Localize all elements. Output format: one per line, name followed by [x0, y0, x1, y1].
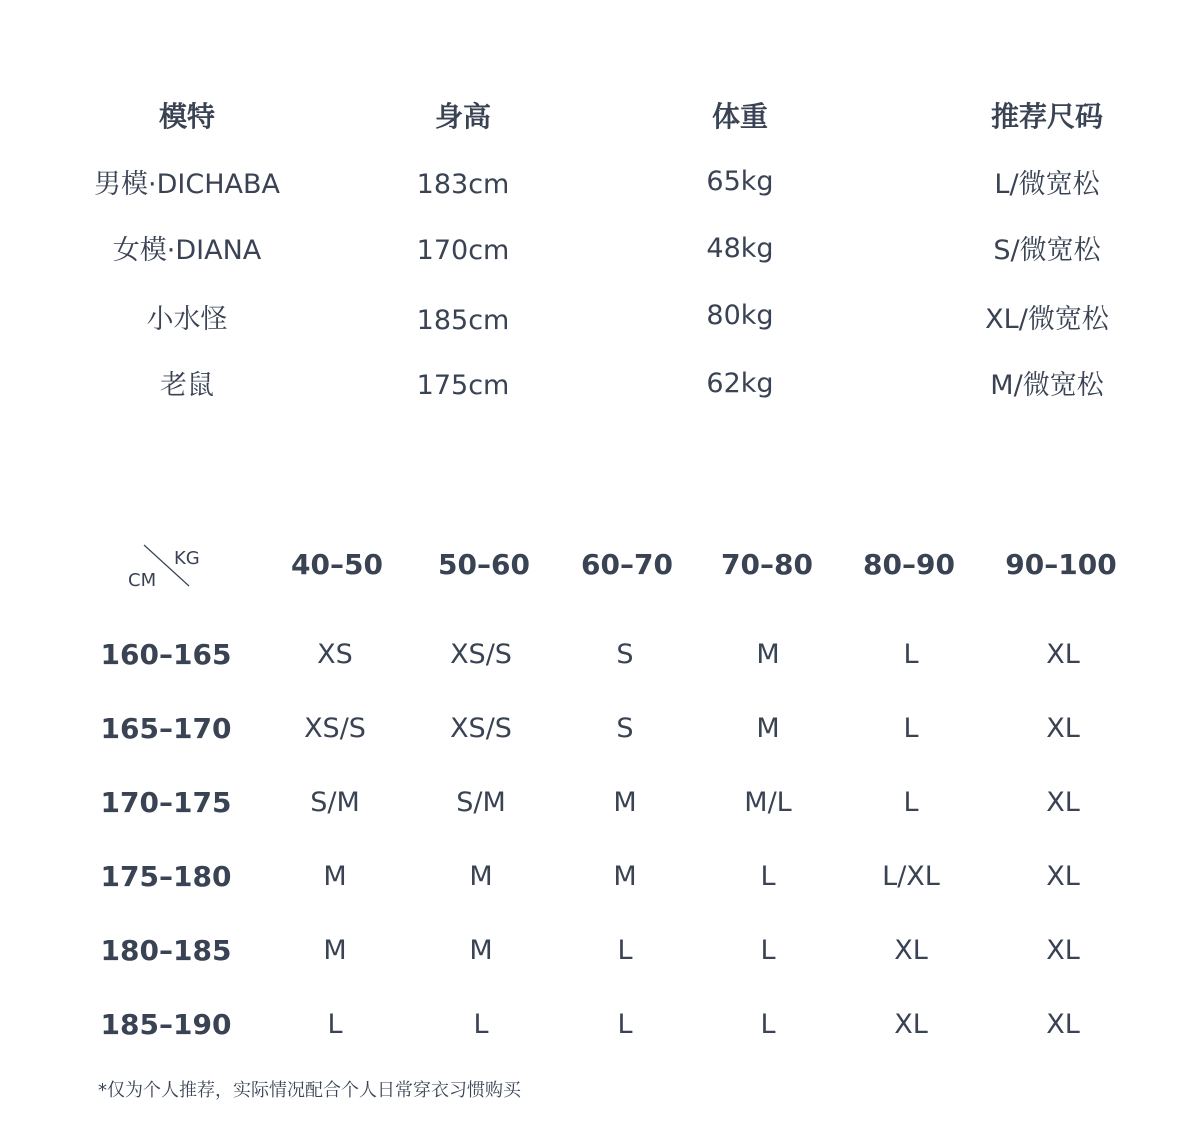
size-cell: XL — [1046, 935, 1080, 966]
size-cell: M — [613, 861, 637, 892]
size-cell: XS/S — [450, 639, 512, 670]
size-cell: XL — [1046, 861, 1080, 892]
size-cell: M — [756, 639, 780, 670]
model-name: 女模·DIANA — [112, 235, 262, 266]
model-weight: 62kg — [706, 368, 774, 399]
header-weight: 体重 — [711, 100, 769, 133]
header-height: 身高 — [434, 100, 492, 133]
size-cell: M — [613, 787, 637, 818]
size-cell: L — [473, 1009, 489, 1040]
size-cell: L — [617, 1009, 633, 1040]
size-cell: M — [323, 935, 347, 966]
size-cell: S/M — [456, 787, 506, 818]
height-axis-label: CM — [128, 570, 157, 591]
model-size: L/微宽松 — [994, 169, 1100, 200]
size-cell: L/XL — [882, 861, 940, 892]
weight-column-header: 50–60 — [438, 548, 530, 581]
size-cell: M — [323, 861, 347, 892]
model-weight: 80kg — [706, 300, 774, 331]
size-cell: S — [616, 639, 634, 670]
size-cell: L — [617, 935, 633, 966]
size-cell: L — [760, 1009, 776, 1040]
model-size: XL/微宽松 — [985, 304, 1109, 335]
model-size: S/微宽松 — [993, 235, 1101, 266]
size-cell: XL — [1046, 639, 1080, 670]
model-weight: 48kg — [706, 233, 774, 264]
size-cell: S — [616, 713, 634, 744]
size-cell: L — [903, 787, 919, 818]
weight-column-header: 90–100 — [1005, 548, 1117, 581]
size-cell: M — [469, 861, 493, 892]
size-cell: M/L — [744, 787, 792, 818]
size-cell: L — [760, 861, 776, 892]
size-cell: XL — [1046, 787, 1080, 818]
header-recommended-size: 推荐尺码 — [990, 100, 1104, 133]
size-cell: XS/S — [450, 713, 512, 744]
footnote: *仅为个人推荐，实际情况配合个人日常穿衣习惯购买 — [98, 1080, 521, 1101]
size-cell: XS — [317, 639, 353, 670]
model-height: 185cm — [416, 305, 510, 336]
height-row-header: 160–165 — [100, 638, 232, 671]
size-cell: L — [903, 713, 919, 744]
height-row-header: 175–180 — [100, 860, 232, 893]
height-row-header: 185–190 — [100, 1008, 232, 1041]
model-height: 175cm — [416, 370, 510, 401]
corner-axis-label — [126, 542, 212, 592]
height-row-header: 170–175 — [100, 786, 232, 819]
weight-column-header: 40–50 — [291, 548, 383, 581]
model-name: 男模·DICHABA — [94, 169, 280, 200]
size-cell: L — [903, 639, 919, 670]
size-cell: M — [469, 935, 493, 966]
model-name: 小水怪 — [146, 304, 228, 335]
height-row-header: 180–185 — [100, 934, 232, 967]
model-size: M/微宽松 — [990, 370, 1104, 401]
height-row-header: 165–170 — [100, 712, 232, 745]
model-weight: 65kg — [706, 166, 774, 197]
size-cell: S/M — [310, 787, 360, 818]
header-model: 模特 — [158, 100, 216, 133]
weight-column-header: 60–70 — [581, 548, 673, 581]
size-cell: XL — [894, 1009, 928, 1040]
weight-axis-label: KG — [174, 548, 200, 569]
weight-column-header: 80–90 — [863, 548, 955, 581]
size-cell: XL — [1046, 1009, 1080, 1040]
model-name: 老鼠 — [160, 370, 214, 401]
size-cell: XL — [894, 935, 928, 966]
size-cell: L — [760, 935, 776, 966]
size-cell: M — [756, 713, 780, 744]
size-cell: XL — [1046, 713, 1080, 744]
size-cell: XS/S — [304, 713, 366, 744]
weight-column-header: 70–80 — [721, 548, 813, 581]
model-height: 170cm — [416, 235, 510, 266]
model-height: 183cm — [416, 169, 510, 200]
size-cell: L — [327, 1009, 343, 1040]
